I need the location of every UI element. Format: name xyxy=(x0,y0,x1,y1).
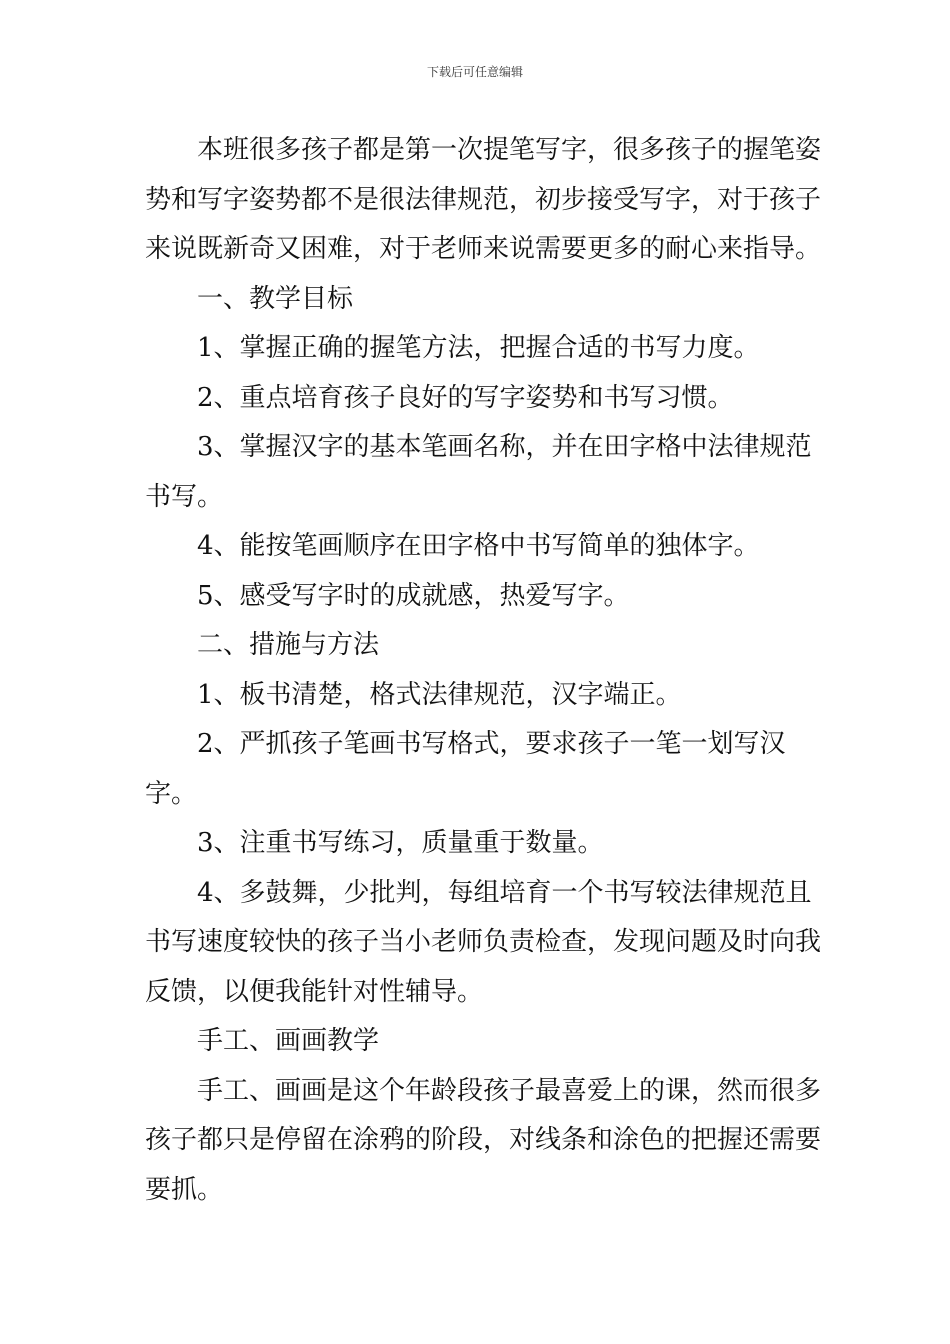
paragraph-crafts: 手工、画画是这个年龄段孩子最喜爱上的课，然而很多孩子都只是停留在涂鸦的阶段，对线条和涂色的把握还需要要抓。 xyxy=(145,1075,822,1205)
method-item: 1、板书清楚，格式法律规范，汉字端正。 xyxy=(197,679,682,710)
method-item: 4、多鼓舞，少批判，每组培育一个书写较法律规范且书写速度较快的孩子当小老师负责检查，发现问题及时向我反馈，以便我能针对性辅导。 xyxy=(145,877,822,1007)
method-item: 3、注重书写练习，质量重于数量。 xyxy=(197,828,604,858)
method-item: 2、严抓孩子笔画书写格式，要求孩子一笔一划写汉字。 xyxy=(145,729,786,809)
document-body xyxy=(145,126,825,1215)
goal-item: 1、掌握正确的握笔方法，把握合适的书写力度。 xyxy=(197,333,760,363)
page-header: 下载后可任意编辑 xyxy=(426,65,523,79)
goal-item: 5、感受写字时的成就感，热爱写字。 xyxy=(197,580,630,611)
section-heading-crafts: 手工、画画教学 xyxy=(197,1026,380,1056)
goal-item: 4、能按笔画顺序在田字格中书写简单的独体字。 xyxy=(197,531,760,561)
paragraph-intro: 本班很多孩子都是第一次提笔写字，很多孩子的握笔姿势和写字姿势都不是很法律规范，初步接受写字，对于孩子来说既新奇又困难，对于老师来说需要更多的耐心来指导。 xyxy=(145,135,822,264)
section-heading-goals: 一、教学目标 xyxy=(197,283,354,314)
goal-item: 3、掌握汉字的基本笔画名称，并在田字格中法律规范书写。 xyxy=(145,432,812,512)
section-heading-methods: 二、措施与方法 xyxy=(197,630,380,660)
goal-item: 2、重点培育孩子良好的写字姿势和书写习惯。 xyxy=(197,382,734,413)
